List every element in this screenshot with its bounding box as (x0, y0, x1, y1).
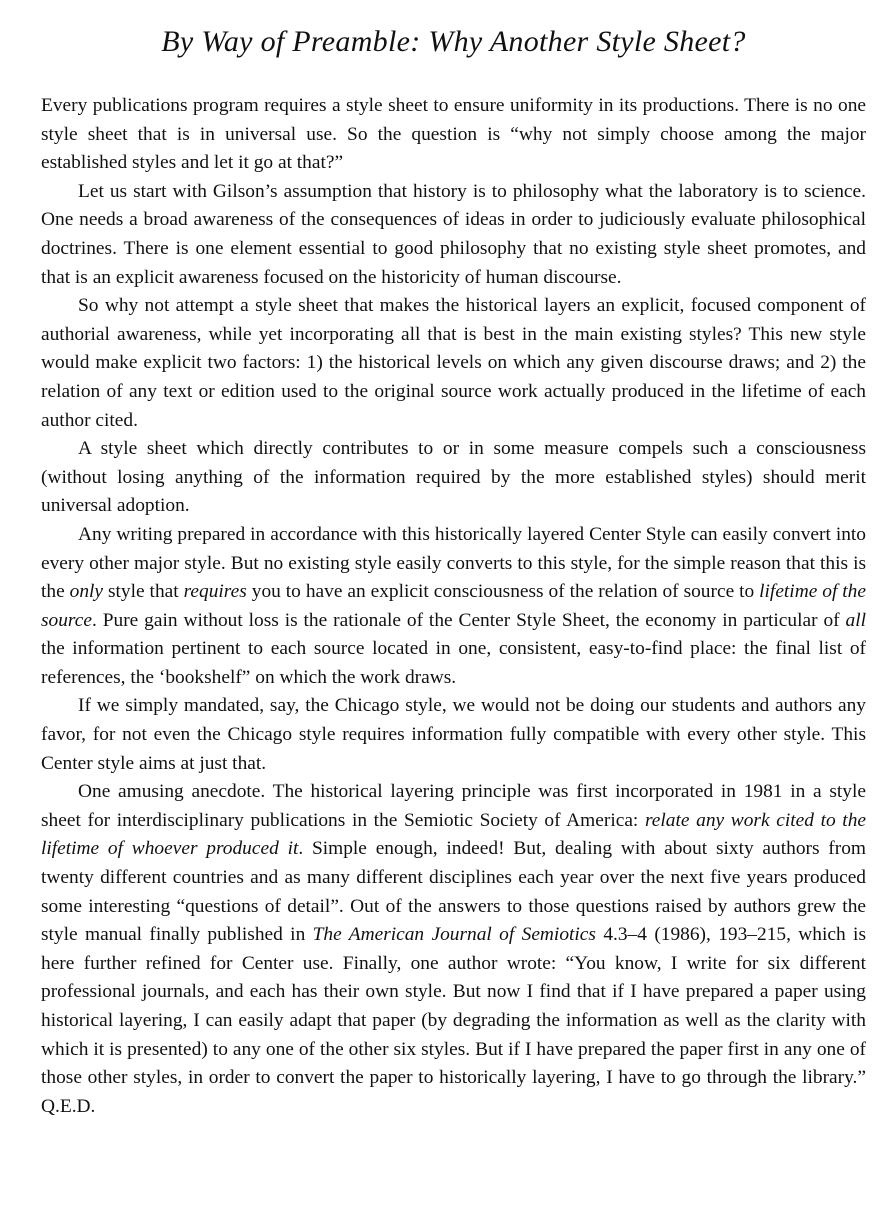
body-text (41, 92, 866, 1121)
italic-text: relate any work cited to the lifetime of whoever produced it (41, 809, 866, 860)
paragraph (41, 292, 866, 435)
paragraph (41, 521, 866, 693)
paragraph (41, 435, 866, 521)
italic-text: lifetime of the source (41, 581, 866, 631)
paragraph (41, 692, 866, 778)
text-run: 4.3–4 (1986), 193–215, which is here further refined for Center use. Finally, one author wrote: “You know, I write for six different professional journals, and each has their own style. But now I find that if I have prepared a paper using historical layering, I can easily adapt that paper (by degrading the information as well as the clarity with which it is presented) to any one of the other six styles. But if I have prepared the paper first in any one of those other styles, in order to convert the paper to historically layering, I have to go through the library.” Q.E.D. (41, 924, 866, 1117)
italic-text: requires (183, 581, 247, 603)
text-run: If we simply mandated, say, the Chicago style, we would not be doing our students and authors any favor, for not even the Chicago style requires information fully compatible with every other style. This Center style aims at just that. (41, 695, 866, 774)
text-run: the information pertinent to each source located in one, consistent, easy-to-find place: the final list of references, the ‘bookshelf” on which the work draws. (41, 638, 866, 688)
text-run: . Simple enough, indeed! But, dealing with about sixty authors from twenty different countries and as many different disciplines each year over the next five years produced some interesting “questions of detail”. Out of the answers to those questions raised by authors grew the style manual finally published in (41, 838, 866, 946)
text-run: A style sheet which directly contributes to or in some measure compels such a consciousness (without losing anything of the information required by the more established styles) should merit universal adoption. (41, 438, 866, 517)
text-run: style that (103, 581, 184, 603)
italic-text: only (69, 581, 104, 603)
document-page (41, 22, 866, 1121)
paragraph (41, 778, 866, 1121)
paragraph (41, 178, 866, 292)
italic-text: all (845, 609, 866, 631)
text-run: One amusing anecdote. The historical layering principle was first incorporated in 1981 in a style sheet for interdisciplinary publications in the Semiotic Society of America: (41, 781, 866, 831)
paragraph (41, 92, 866, 178)
text-run: Every publications program requires a style sheet to ensure uniformity in its productions. There is no one style sheet that is in universal use. So the question is “why not simply choose among the major established styles and let it go at that?” (41, 95, 866, 174)
page-title: By Way of Preamble: Why Another Style Sheet? (161, 25, 746, 58)
text-run: Any writing prepared in accordance with this historically layered Center Style can easily convert into every other major style. But no existing style easily converts to this style, for the simple reason that this is the (41, 523, 866, 603)
text-run: . Pure gain without loss is the rationale of the Center Style Sheet, the economy in particular of (91, 609, 846, 631)
text-run: So why not attempt a style sheet that makes the historical layers an explicit, focused component of authorial awareness, while yet incorporating all that is best in the main existing styles? This new style would make explicit two factors: 1) the historical levels on which any given discourse draws; and 2) the relation of any text or edition used to the original source work actually produced in the lifetime of each author cited. (41, 295, 866, 431)
italic-text: The American Journal of Semiotics (312, 924, 596, 946)
text-run: you to have an explicit consciousness of the relation of source to (246, 581, 760, 603)
text-run: Let us start with Gilson’s assumption that history is to philosophy what the laboratory is to science. One needs a broad awareness of the consequences of ideas in order to judiciously evaluate philosophical doctrines. There is one element essential to good philosophy that no existing style sheet promotes, and that is an explicit awareness focused on the historicity of human discourse. (41, 180, 866, 288)
